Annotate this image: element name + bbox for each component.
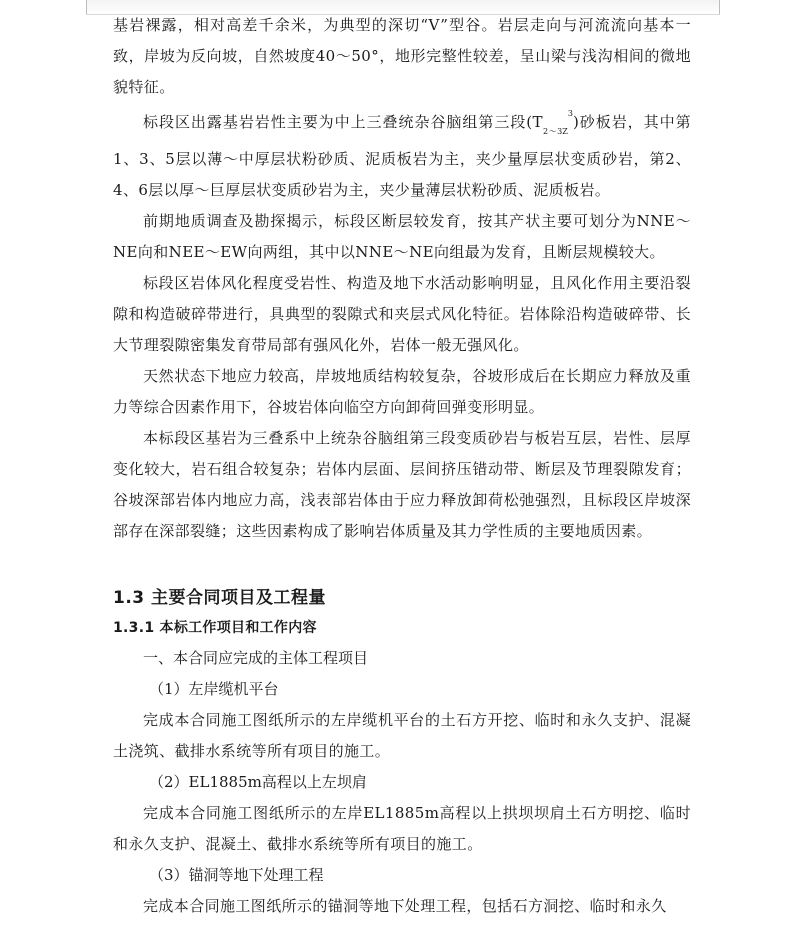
lithology-text-start: 标段区出露基岩岩性主要为中上三叠统杂谷脑组第三段(T xyxy=(143,113,543,131)
item-label-3: （3）锚洞等地下处理工程 xyxy=(149,866,324,884)
item-list-heading: 一、本合同应完成的主体工程项目 xyxy=(143,649,369,667)
lithology-text-end: )砂板岩，其中第1、3、5层以薄～中厚层状粉砂质、泥质板岩为主，夹少量厚层状变质砂岩，第2、4、6层以厚～巨厚层状变质砂岩为主，夹少量薄层状粉砂质、泥质板岩。 xyxy=(113,113,691,199)
paragraph-terrain: 基岩裸露，相对高差千余米，为典型的深切“V”型谷。岩层走向与河流流向基本一致，岸坡为反向坡，自然坡度40～50°，地形完整性较差，呈山梁与浅沟相间的微地貌特征。 xyxy=(113,16,691,96)
paragraph-lithology xyxy=(113,103,691,206)
item-text-2: 完成本合同施工图纸所示的左岸EL1885m高程以上拱坝坝肩土石方明挖、临时和永久支护、混凝土、截排水系统等所有项目的施工。 xyxy=(113,804,691,853)
item-label-2: （2）EL1885m高程以上左坝肩 xyxy=(149,773,367,791)
section-heading: 1.3 主要合同项目及工程量 xyxy=(113,588,327,608)
formation-superscript: 3 xyxy=(567,109,573,118)
item-text-3: 完成本合同施工图纸所示的锚洞等地下处理工程，包括石方洞挖、临时和永久 xyxy=(143,897,667,915)
subsection-heading: 1.3.1 本标工作项目和工作内容 xyxy=(113,620,317,636)
document-page xyxy=(113,10,691,922)
paragraph-faults: 前期地质调查及勘探揭示，标段区断层较发育，按其产状主要可划分为NNE～NE向和NEE～EW向两组，其中以NNE～NE向组最为发育，且断层规模较大。 xyxy=(113,212,691,261)
left-margin-marker xyxy=(86,0,87,14)
paragraph-rock-mass: 本标段区基岩为三叠系中上统杂谷脑组第三段变质砂岩与板岩互层，岩性、层厚变化较大，岩石组合较复杂；岩体内层面、层间挤压错动带、断层及节理裂隙发育；谷坡深部岩体内地应力高，浅表部岩体由于应力释放卸荷松弛强烈，且标段区岸坡深部存在深部裂缝；这些因素构成了影响岩体质量及其力学性质的主要地质因素。 xyxy=(113,429,691,540)
paragraph-stress: 天然状态下地应力较高，岸坡地质结构较复杂，谷坡形成后在长期应力释放及重力等综合因素作用下，谷坡岩体向临空方向卸荷回弹变形明显。 xyxy=(113,367,691,416)
formation-subscript: 2～3Z xyxy=(542,127,568,136)
paragraph-weathering: 标段区岩体风化程度受岩性、构造及地下水活动影响明显，且风化作用主要沿裂隙和构造破碎带进行，具典型的裂隙式和夹层式风化特征。岩体除沿构造破碎带、长大节理裂隙密集发育带局部有强风化外，岩体一般无强风化。 xyxy=(113,274,691,354)
item-label-1: （1）左岸缆机平台 xyxy=(149,680,279,698)
right-margin-marker xyxy=(719,0,720,14)
item-text-1: 完成本合同施工图纸所示的左岸缆机平台的土石方开挖、临时和永久支护、混凝土浇筑、截排水系统等所有项目的施工。 xyxy=(113,711,691,760)
